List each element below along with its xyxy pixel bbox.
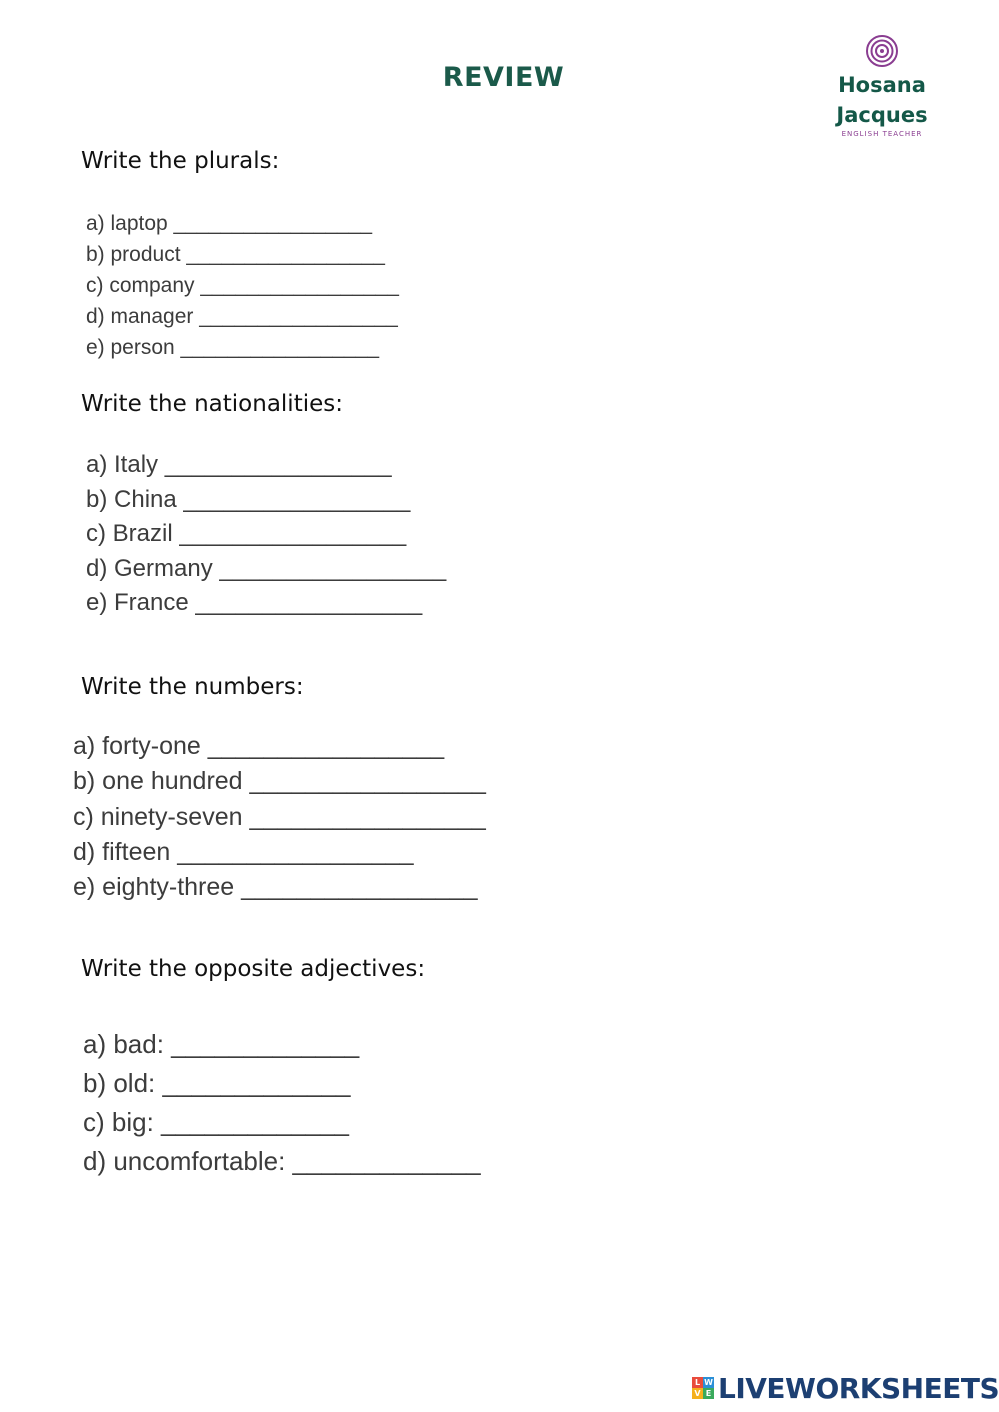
logo-tagline: ENGLISH TEACHER bbox=[841, 130, 923, 138]
badge-letter: E bbox=[703, 1388, 714, 1399]
liveworksheets-brand: LIVEWORKSHEETS bbox=[718, 1371, 999, 1405]
nationality-item-brazil: c) Brazil _________________ bbox=[86, 520, 407, 547]
plural-item-laptop: a) laptop _________________ bbox=[86, 212, 373, 235]
nationality-item-italy: a) Italy _________________ bbox=[86, 451, 392, 478]
plural-item-person: e) person _________________ bbox=[86, 336, 380, 359]
adjective-item-bad: a) bad: _____________ bbox=[83, 1029, 360, 1059]
liveworksheets-footer bbox=[692, 1372, 999, 1404]
badge-letter: V bbox=[692, 1388, 703, 1399]
badge-letter: W bbox=[704, 1378, 713, 1387]
nationality-item-germany: d) Germany _________________ bbox=[86, 555, 447, 582]
teacher-logo bbox=[822, 34, 942, 149]
adjective-item-uncomfortable: d) uncomfortable: _____________ bbox=[83, 1146, 481, 1176]
page-title: REVIEW bbox=[442, 62, 565, 93]
section-heading-plurals: Write the plurals: bbox=[81, 148, 280, 174]
plural-item-product: b) product _________________ bbox=[86, 243, 385, 266]
number-item-eighty-three: e) eighty-three _________________ bbox=[73, 873, 478, 901]
number-item-ninety-seven: c) ninety-seven _________________ bbox=[73, 803, 486, 831]
section-heading-nationalities: Write the nationalities: bbox=[81, 391, 343, 417]
nationality-item-china: b) China _________________ bbox=[86, 486, 411, 513]
number-item-fifteen: d) fifteen _________________ bbox=[73, 838, 414, 866]
number-item-one-hundred: b) one hundred _________________ bbox=[73, 767, 486, 795]
concentric-circles-icon bbox=[865, 34, 899, 68]
number-item-forty-one: a) forty-one _________________ bbox=[73, 732, 445, 760]
logo-name-line2: Jacques bbox=[836, 103, 928, 127]
liveworksheets-badge-icon bbox=[692, 1377, 714, 1399]
section-heading-numbers: Write the numbers: bbox=[81, 674, 304, 700]
adjective-item-old: b) old: _____________ bbox=[83, 1068, 351, 1098]
section-heading-adjectives: Write the opposite adjectives: bbox=[81, 956, 426, 982]
nationality-item-france: e) France _________________ bbox=[86, 589, 423, 616]
plural-item-manager: d) manager _________________ bbox=[86, 305, 398, 328]
plural-item-company: c) company _________________ bbox=[86, 274, 399, 297]
badge-letter: L bbox=[692, 1377, 703, 1388]
logo-name-line1: Hosana bbox=[838, 73, 926, 97]
adjective-item-big: c) big: _____________ bbox=[83, 1107, 350, 1137]
